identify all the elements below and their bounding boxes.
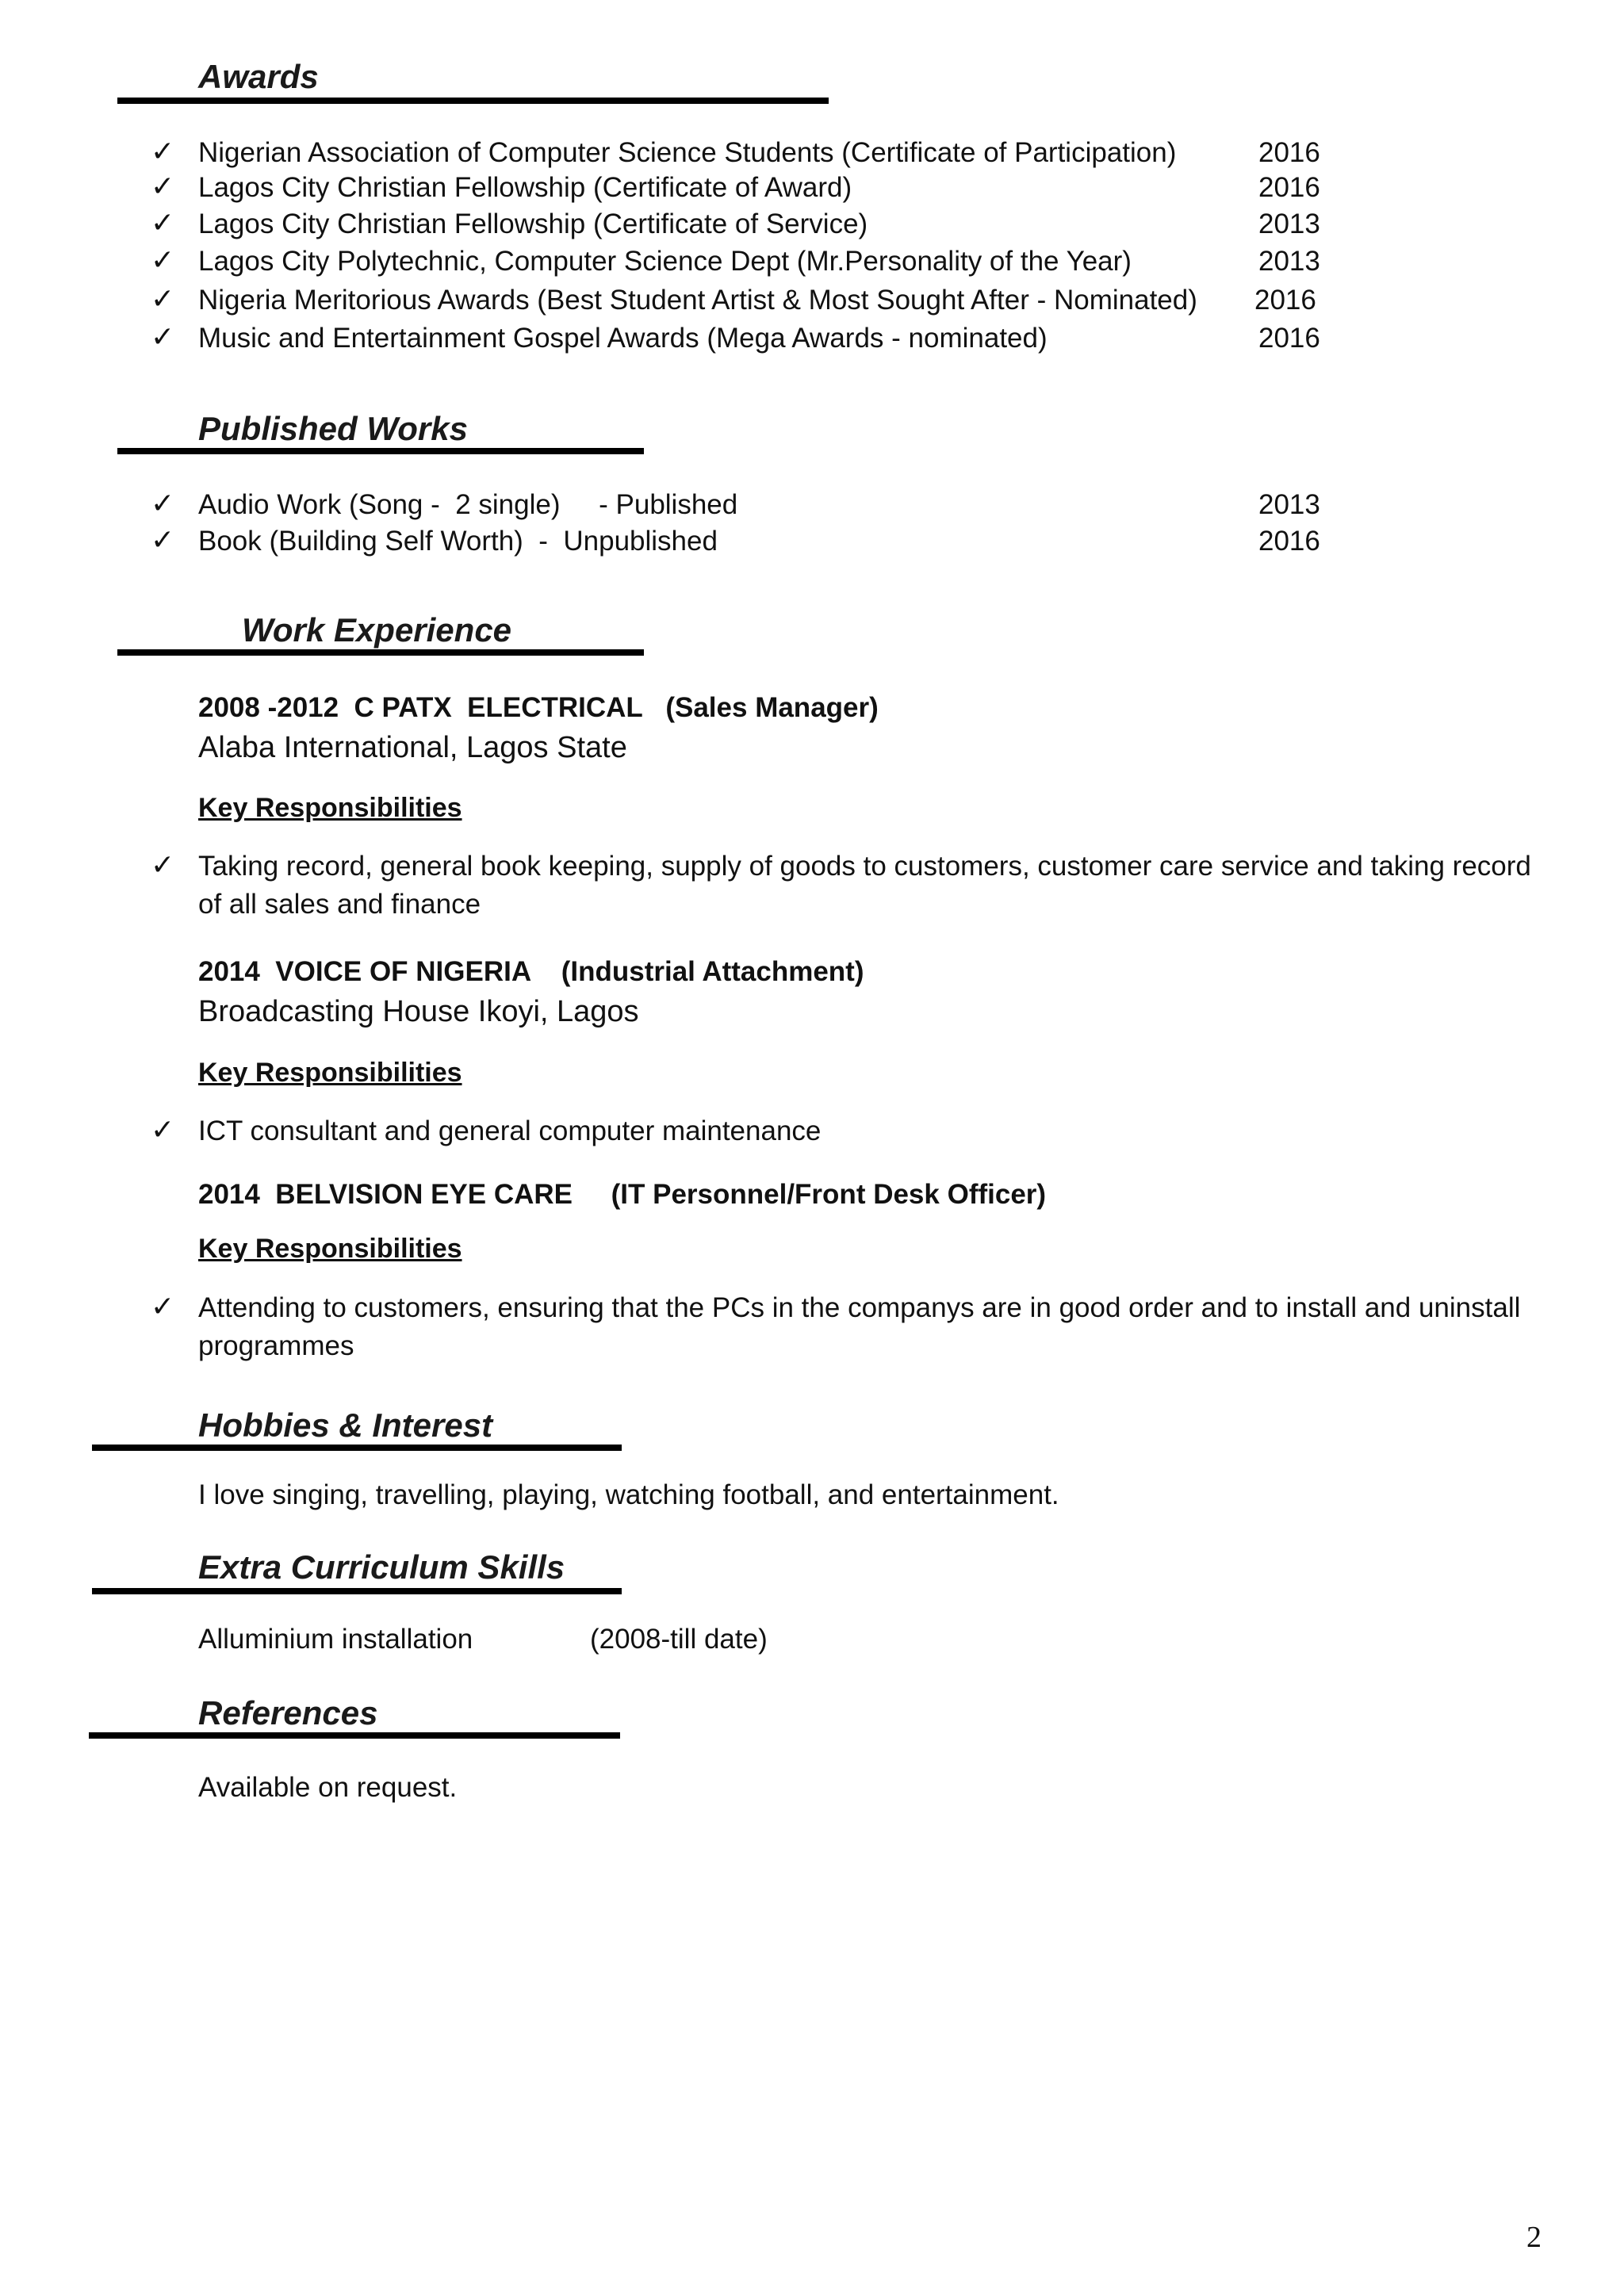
key-responsibilities-label: Key Responsibilities [198, 793, 462, 823]
published-year: 2016 [1258, 526, 1320, 557]
published-item: Book (Building Self Worth) - Unpublished [198, 526, 718, 557]
award-item: Lagos City Polytechnic, Computer Science Dept (Mr.Personality of the Year) [198, 246, 1132, 277]
award-item: Music and Entertainment Gospel Awards (Mega Awards - nominated) [198, 323, 1048, 354]
job-responsibility: Taking record, general book keeping, supply of goods to customers, customer care service and taking record of all sales and finance [198, 851, 1531, 920]
job-title: 2008 -2012 C PATX ELECTRICAL (Sales Manager) [198, 692, 879, 723]
published-item: Audio Work (Song - 2 single) - Published [198, 489, 738, 520]
award-year: 2013 [1258, 209, 1320, 239]
references-underline [89, 1732, 620, 1739]
check-icon: ✓ [151, 244, 175, 277]
check-icon: ✓ [151, 207, 175, 239]
check-icon: ✓ [151, 283, 175, 316]
published-works-heading: Published Works [198, 410, 468, 447]
published-works-underline [117, 448, 644, 454]
award-year: 2016 [1254, 285, 1316, 316]
job-responsibility: Attending to customers, ensuring that the PCs in the companys are in good order and to install and uninstall programmes [198, 1292, 1521, 1361]
job-location: Broadcasting House Ikoyi, Lagos [198, 995, 639, 1028]
award-year: 2013 [1258, 246, 1320, 277]
hobbies-text: I love singing, travelling, playing, watching football, and entertainment. [198, 1479, 1059, 1510]
check-icon: ✓ [151, 488, 175, 520]
check-icon: ✓ [151, 136, 175, 168]
job-title: 2014 BELVISION EYE CARE (IT Personnel/Front Desk Officer) [198, 1179, 1047, 1210]
award-item: Lagos City Christian Fellowship (Certificate of Service) [198, 209, 868, 239]
award-year: 2016 [1258, 137, 1320, 168]
awards-heading: Awards [198, 58, 319, 95]
hobbies-heading: Hobbies & Interest [198, 1406, 493, 1444]
check-icon: ✓ [151, 321, 175, 354]
job-title: 2014 VOICE OF NIGERIA (Industrial Attachment) [198, 956, 864, 987]
award-item: Lagos City Christian Fellowship (Certificate of Award) [198, 172, 852, 203]
hobbies-underline [92, 1445, 622, 1451]
check-icon: ✓ [151, 1291, 175, 1323]
job-location: Alaba International, Lagos State [198, 731, 627, 764]
award-item: Nigeria Meritorious Awards (Best Student Artist & Most Sought After - Nominated) [198, 285, 1197, 316]
work-experience-heading: Work Experience [242, 611, 512, 649]
published-year: 2013 [1258, 489, 1320, 520]
award-item: Nigerian Association of Computer Science Students (Certificate of Participation) [198, 137, 1177, 168]
check-icon: ✓ [151, 849, 175, 882]
references-text: Available on request. [198, 1772, 458, 1803]
awards-underline [117, 98, 829, 104]
check-icon: ✓ [151, 524, 175, 557]
check-icon: ✓ [151, 170, 175, 203]
job-responsibility: ICT consultant and general computer maintenance [198, 1115, 822, 1146]
page-number: 2 [1526, 2221, 1542, 2254]
key-responsibilities-label: Key Responsibilities [198, 1234, 462, 1264]
work-experience-underline [117, 649, 644, 656]
check-icon: ✓ [151, 1114, 175, 1146]
extra-curriculum-underline [92, 1588, 622, 1594]
extra-skill-period: (2008-till date) [590, 1624, 768, 1655]
award-year: 2016 [1258, 323, 1320, 354]
extra-skill: Alluminium installation [198, 1624, 473, 1655]
key-responsibilities-label: Key Responsibilities [198, 1058, 462, 1088]
references-heading: References [198, 1694, 378, 1732]
award-year: 2016 [1258, 172, 1320, 203]
extra-curriculum-heading: Extra Curriculum Skills [198, 1548, 565, 1586]
